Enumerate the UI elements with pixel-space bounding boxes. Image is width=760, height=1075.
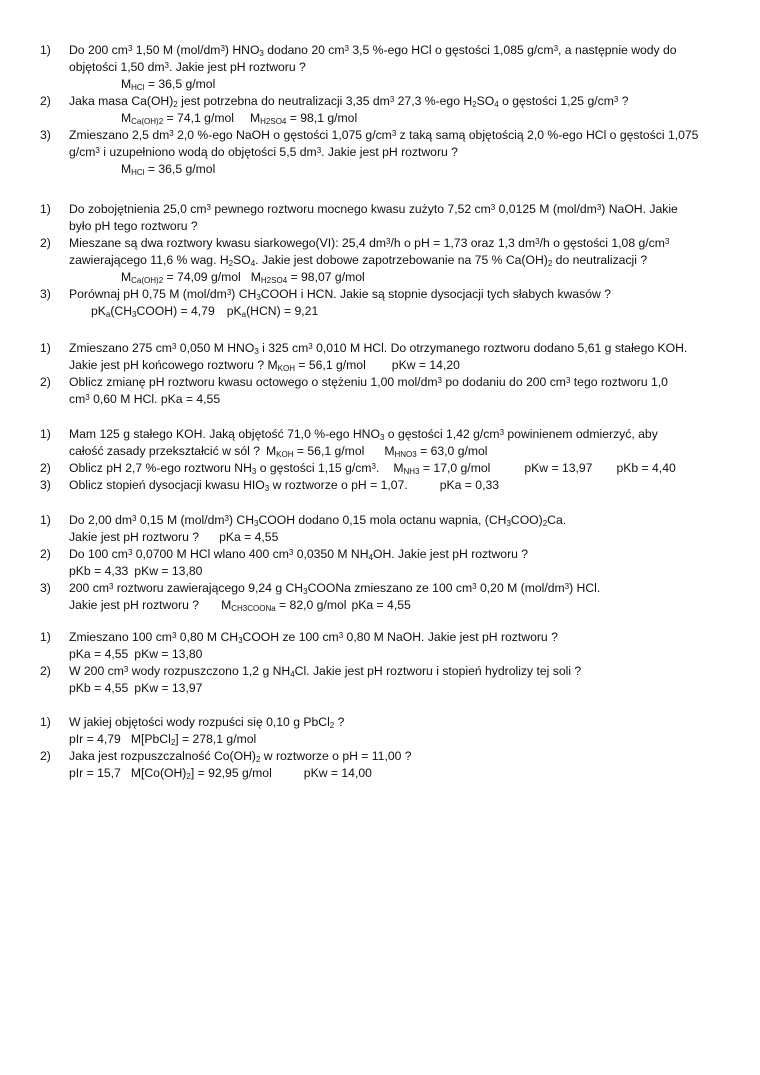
problem-item	[40, 748, 730, 782]
problem-line: zawierającego 11,6 % wag. $H_2SO_4$. Jakie jest dobowe zapotrzebowanie na 75 % $Ca(OH)_2$ do neutralizacji ?	[69, 253, 648, 268]
problem-line: Oblicz pH 2,7 %-ego roztworu $NH_3$ o gęstości 1,15 $g/cm^3$. $M_{NH3} = 17,0$ g/mol pKw = 13,97 pKb = 4,40	[69, 461, 676, 476]
problem-line: Zmieszano 2,5 $dm^3$ 2,0 %-ego NaOH o gęstości 1,075 $g/cm^3$ z taką samą objętością 2,0 %-ego HCl o gęstości 1,075	[69, 128, 699, 142]
problem-number: 2)	[40, 94, 51, 108]
problem-line: Do 100 $cm^3$ 0,0700 M HCl wlano 400 $cm^3$ 0,0350 M $NH_4OH$. Jakie jest pH roztworu ?	[69, 547, 529, 562]
problem-line: $g/cm^3$ i uzupełniono wodą do objętości 5,5 $dm^3$. Jakie jest pH roztworu ?	[69, 145, 458, 159]
problem-line: objętości 1,50 $dm^3$. Jakie jest pH roztworu ?	[69, 60, 306, 74]
problem-number: 3)	[40, 128, 51, 142]
problem-number: 2)	[40, 749, 51, 763]
problem-line: Oblicz stopień dysocjacji kwasu $HIO_3$ w roztworze o pH = 1,07. pKa = 0,33	[69, 478, 500, 493]
constant-line: pKb = 4,55 pKw = 13,97	[69, 681, 203, 695]
problem-line: Zmieszano 275 $cm^3$ 0,050 M $HNO_3$ i 325 $cm^3$ 0,010 M HCl. Do otrzymanego roztworu dodano 5,61 g stałego KOH.	[69, 341, 688, 356]
problem-set-7	[40, 714, 730, 782]
problem-item	[40, 580, 730, 614]
constant-line: pIr = 15,7 $M[Co(OH)_2] = 92,95$ g/mol pKw = 14,00	[69, 766, 372, 781]
problem-item	[40, 201, 730, 235]
constant-line: pIr = 4,79 M[PbCl$_2$] = 278,1 g/mol	[69, 732, 257, 747]
constant-line: pKb = 4,33 pKw = 13,80	[69, 564, 203, 578]
problem-number: 1)	[40, 202, 51, 216]
problem-line: Porównaj pH 0,75 M $(mol/dm^3)$ $CH_3COOH$ i HCN. Jakie są stopnie dysocjacji tych słabych kwasów ?	[69, 287, 611, 302]
problem-line: Jakie jest pH roztworu ? $M_{CH3COONa} = 82,0$ g/mol pKa = 4,55	[69, 598, 411, 613]
problem-number: 1)	[40, 630, 51, 644]
problem-item	[40, 714, 730, 748]
problem-line: Jaka masa $Ca(OH)_2$ jest potrzebna do neutralizacji 3,35 $dm^3$ 27,3 %-ego $H_2SO_4$ o gęstości 1,25 $g/cm^3$ ?	[69, 94, 629, 109]
problem-number: 2)	[40, 461, 51, 475]
problem-item	[40, 629, 730, 663]
problem-set-3	[40, 340, 730, 408]
constant-line: $M_{HCl} = 36,5$ g/mol	[121, 77, 216, 92]
problem-item	[40, 235, 730, 286]
problem-line: całość zasady przekształcić w sól ? $M_{KOH} = 56,1$ g/mol $M_{HNO3} = 63,0$ g/mol	[69, 444, 488, 459]
problem-line: W 200 $cm^3$ wody rozpuszczono 1,2 g $NH_4Cl$. Jakie jest pH roztworu i stopień hydrolizy tej soli ?	[69, 664, 582, 679]
problem-number: 2)	[40, 375, 51, 389]
problem-line: Do zobojętnienia 25,0 $cm^3$ pewnego roztworu mocnego kwasu zużyto 7,52 $cm^3$ 0,0125 M $(mol/dm^3)$ NaOH. Jakie	[69, 202, 678, 216]
problem-item	[40, 663, 730, 697]
constant-line: $M_{Ca(OH)2} = 74,09$ g/mol $M_{H2SO4} = 98,07$ g/mol	[121, 270, 365, 285]
problem-item	[40, 286, 730, 320]
problem-item	[40, 340, 730, 374]
problem-line: $cm^3$ 0,60 M HCl. pKa = 4,55	[69, 392, 221, 406]
problem-number: 3)	[40, 478, 51, 492]
constant-line: $M_{Ca(OH)2} = 74,1$ g/mol $M_{H2SO4} = 98,1$ g/mol	[121, 111, 358, 126]
problem-line: Mam 125 g stałego KOH. Jaką objętość 71,0 %-ego $HNO_3$ o gęstości 1,42 $g/cm^3$ powinienem odmierzyć, aby	[69, 427, 658, 442]
problem-item	[40, 374, 730, 408]
problem-number: 1)	[40, 341, 51, 355]
problem-number: 2)	[40, 236, 51, 250]
problem-line: było pH tego roztworu ?	[69, 219, 198, 233]
problem-number: 1)	[40, 715, 51, 729]
problem-number: 1)	[40, 427, 51, 441]
problem-number: 3)	[40, 287, 51, 301]
problem-line: Zmieszano 100 $cm^3$ 0,80 M $CH_3COOH$ ze 100 $cm^3$ 0,80 M NaOH. Jakie jest pH roztworu ?	[69, 630, 558, 645]
problem-line: 200 $cm^3$ roztworu zawierającego 9,24 g $CH_3COONa$ zmieszano ze 100 $cm^3$ 0,20 M $(mol/dm^3)$ HCl.	[69, 581, 601, 596]
problem-set-5	[40, 512, 730, 614]
problem-line: Do 200 $cm^3$ 1,50 M $(mol/dm^3)$ $HNO_3$ dodano 20 $cm^3$ 3,5 %-ego HCl o gęstości 1,085 $g/cm^3$, a następnie wody do	[69, 43, 677, 58]
constant-line: pKa = 4,55 pKw = 13,80	[69, 647, 203, 661]
constant-line: $pK_a(CH_3COOH) = 4,79$ $pK_a(HCN) = 9,21$	[91, 304, 319, 319]
problem-line: Do 2,00 $dm^3$ 0,15 M $(mol/dm^3)$ $CH_3COOH$ dodano 0,15 mola octanu wapnia, $(CH_3COO)_2Ca$.	[69, 513, 567, 528]
problem-number: 1)	[40, 43, 51, 57]
problem-item	[40, 477, 730, 494]
problem-number: 3)	[40, 581, 51, 595]
problem-number: 2)	[40, 547, 51, 561]
problem-line: Jakie jest pH końcowego roztworu ? $M_{KOH} = 56,1$ g/mol pKw = 14,20	[69, 358, 460, 373]
constant-line: $M_{HCl} = 36,5$ g/mol	[121, 162, 216, 177]
problem-item	[40, 127, 730, 178]
problem-line: Jakie jest pH roztworu ? pKa = 4,55	[69, 530, 279, 544]
problem-set-6	[40, 629, 730, 697]
problem-set-2	[40, 201, 730, 320]
problem-set-4	[40, 426, 730, 494]
problem-line: Jaka jest rozpuszczalność $Co(OH)_2$ w roztworze o pH = 11,00 ?	[69, 749, 412, 764]
problem-number: 2)	[40, 664, 51, 678]
problem-item	[40, 512, 730, 546]
problem-item	[40, 460, 730, 477]
problem-number: 1)	[40, 513, 51, 527]
problem-item	[40, 93, 730, 127]
problem-item	[40, 426, 730, 460]
problem-set-1	[40, 42, 730, 178]
problem-line: W jakiej objętości wody rozpuści się 0,10 g PbCl$_2$ ?	[69, 715, 345, 730]
problem-line: Oblicz zmianę pH roztworu kwasu octowego o stężeniu 1,00 mol/$dm^3$ po dodaniu do 200 $cm^3$ tego roztworu 1,0	[69, 375, 668, 389]
problem-line: Mieszane są dwa roztwory kwasu siarkowego(VI): 25,4 $dm^3/h$ o pH = 1,73 oraz 1,3 $dm^3/h$ o gęstości 1,08 $g/cm^3$	[69, 236, 670, 250]
problem-item	[40, 546, 730, 580]
problem-item	[40, 42, 730, 93]
